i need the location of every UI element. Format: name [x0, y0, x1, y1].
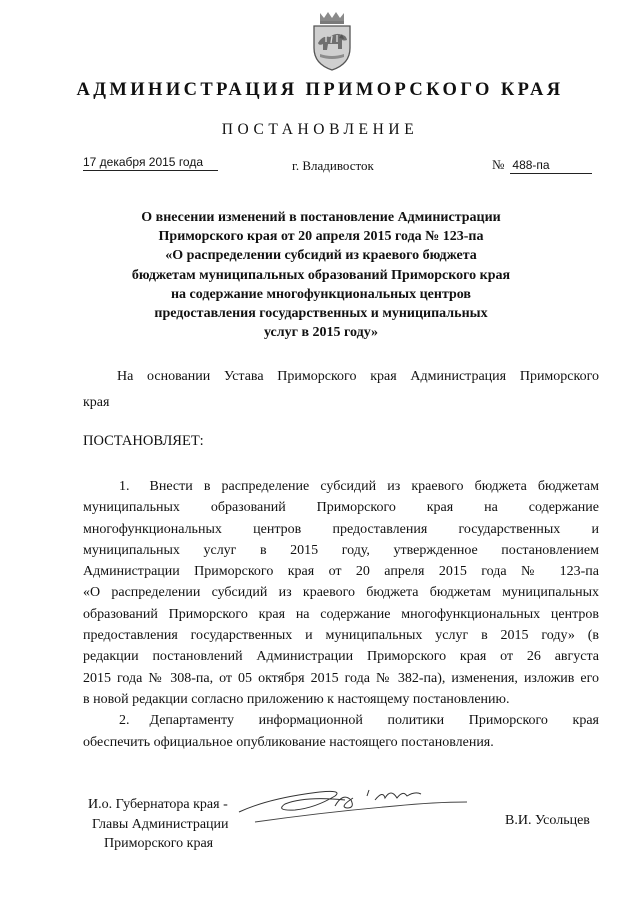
position-line: И.о. Губернатора края - — [88, 797, 228, 812]
title-line: Приморского края от 20 апреля 2015 года № 123-па — [158, 229, 484, 245]
decree-word: ПОСТАНОВЛЯЕТ: — [83, 433, 204, 449]
item-line: муниципальных услуг в 2015 году, утвержденное постановлением — [83, 542, 599, 558]
title-line: предоставления государственных и муниципальных — [154, 306, 488, 322]
signatory-position — [88, 795, 229, 854]
signatory-name: В.И. Усольцев — [505, 813, 590, 828]
document-date: 17 декабря 2015 года — [83, 155, 218, 171]
title-line: услуг в 2015 году» — [263, 325, 379, 341]
document-city: г. Владивосток — [292, 158, 374, 173]
title-line: на содержание многофункциональных центров — [170, 286, 471, 302]
title-line: бюджетам муниципальных образований Приморского края — [131, 267, 511, 283]
item-line: образований Приморского края на содержание многофункциональных центров — [83, 606, 599, 622]
item-line: 2015 года № 308-па, от 05 октября 2015 года № 382-па), изменения, изложив его — [83, 670, 599, 686]
title-line: О внесении изменений в постановление Администрации — [141, 210, 501, 225]
handwritten-signature — [235, 782, 475, 827]
item-line: в новой редакции согласно приложению к настоящему постановлению. — [83, 691, 510, 707]
document-number-block — [492, 156, 592, 174]
document-type: ПОСТАНОВЛЕНИЕ — [221, 121, 419, 138]
item-line: многофункциональных центров предоставления государственных и — [83, 521, 599, 537]
item-line: предоставления государственных и муниципальных услуг в 2015 году» (в — [83, 628, 599, 644]
position-line: Приморского края — [104, 836, 214, 851]
item-line: обеспечить официальное опубликование настоящего постановления. — [83, 734, 494, 750]
number-sign: № — [492, 157, 505, 172]
item-line: Администрации Приморского края от 20 апреля 2015 года № 123-па — [83, 564, 599, 580]
preamble-paragraph — [83, 366, 599, 414]
item-number: 1. — [119, 479, 130, 494]
item-number: 2. — [119, 713, 130, 729]
item-2-first-line: 2. Департаменту информационной политики Приморского края — [119, 713, 599, 729]
coat-of-arms-tiger-icon — [306, 10, 358, 72]
numbered-items — [83, 476, 599, 753]
title-line: «О распределении субсидий из краевого бюджета — [165, 248, 477, 264]
document-number: 488-па — [510, 158, 592, 174]
item-line: «О распределении субсидий из краевого бюджета бюджетам муниципальных — [83, 585, 599, 601]
paragraph-line: На основании Устава Приморского края Администрация Приморского — [117, 369, 599, 384]
position-line: Главы Администрации — [92, 816, 229, 832]
item-line: редакции постановлений Администрации Приморского края от 26 августа — [83, 649, 599, 665]
organization-title: АДМИНИСТРАЦИЯ ПРИМОРСКОГО КРАЯ — [76, 80, 564, 100]
paragraph-line: края — [83, 395, 110, 411]
item-1-first-line: 1. Внести в распределение субсидий из краевого бюджета бюджетам — [119, 479, 599, 494]
item-line: муниципальных образований Приморского края на содержание — [83, 500, 599, 516]
document-title — [100, 208, 542, 342]
